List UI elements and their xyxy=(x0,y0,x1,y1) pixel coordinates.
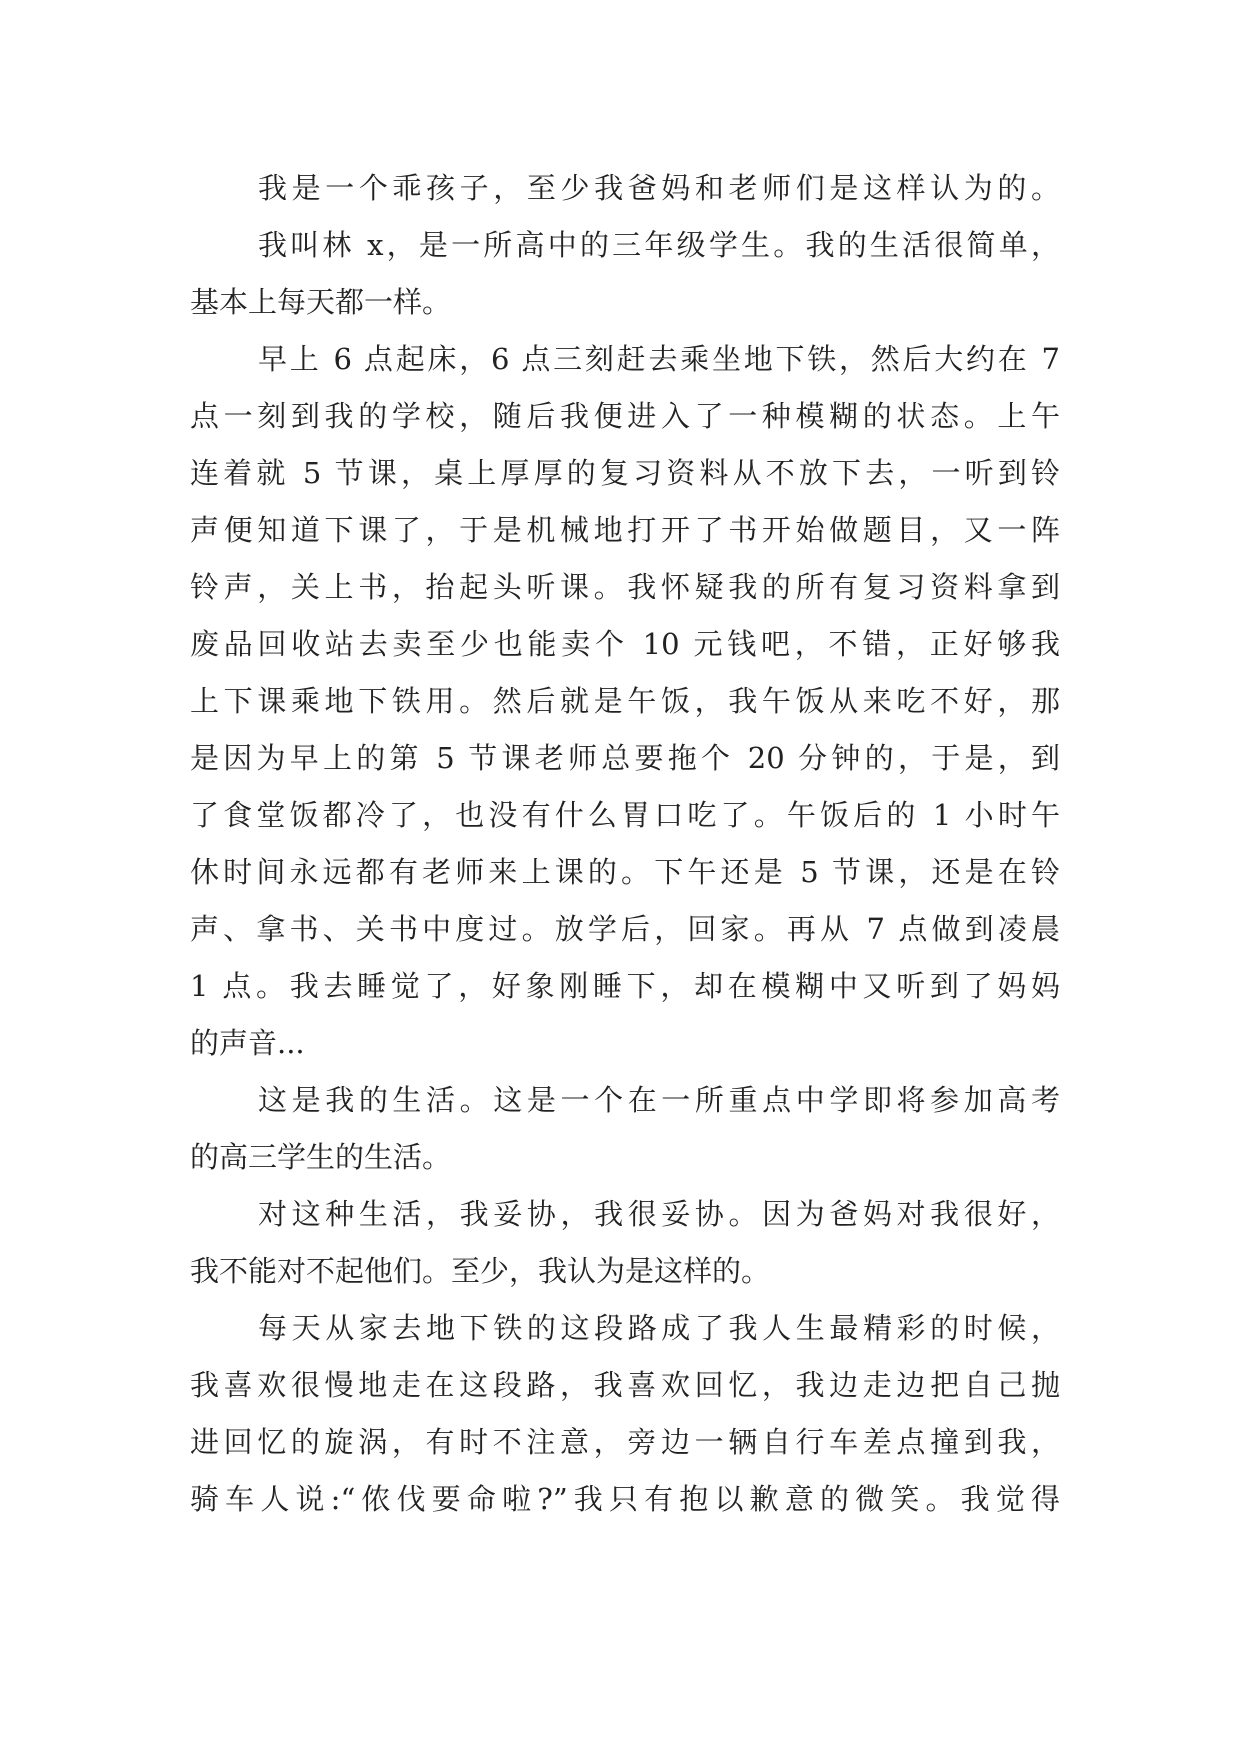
text-line: 我叫林 x，是一所高中的三年级学生。我的生活很简单， xyxy=(258,228,1060,262)
text-line: 废品回收站去卖至少也能卖个 10 元钱吧，不错，正好够我 xyxy=(190,627,1060,661)
text-line: 的高三学生的生活。 xyxy=(190,1140,452,1174)
text-line: 点一刻到我的学校，随后我便进入了一种模糊的状态。上午 xyxy=(190,399,1060,433)
text-line: 这是我的生活。这是一个在一所重点中学即将参加高考 xyxy=(258,1083,1060,1117)
text-line: 是因为早上的第 5 节课老师总要拖个 20 分钟的，于是，到 xyxy=(190,741,1060,775)
text-line: 我喜欢很慢地走在这段路，我喜欢回忆，我边走边把自己抛 xyxy=(190,1368,1060,1402)
text-line: 声、拿书、关书中度过。放学后，回家。再从 7 点做到凌晨 xyxy=(190,912,1060,946)
text-line: 基本上每天都一样。 xyxy=(190,285,452,319)
text-line: 对这种生活，我妥协，我很妥协。因为爸妈对我很好， xyxy=(258,1197,1060,1231)
text-line: 的声音... xyxy=(190,1026,305,1060)
text-line: 我是一个乖孩子，至少我爸妈和老师们是这样认为的。 xyxy=(258,171,1060,205)
text-line: 每天从家去地下铁的这段路成了我人生最精彩的时候， xyxy=(258,1311,1060,1345)
text-line: 进回忆的旋涡，有时不注意，旁边一辆自行车差点撞到我， xyxy=(190,1425,1060,1459)
text-line: 了食堂饭都冷了，也没有什么胃口吃了。午饭后的 1 小时午 xyxy=(190,798,1060,832)
text-line: 1 点。我去睡觉了，好象刚睡下，却在模糊中又听到了妈妈 xyxy=(190,969,1060,1003)
text-line: 休时间永远都有老师来上课的。下午还是 5 节课，还是在铃 xyxy=(190,855,1060,889)
text-line: 骑车人说:“侬伐要命啦?”我只有抱以歉意的微笑。我觉得 xyxy=(190,1482,1060,1516)
text-line: 声便知道下课了，于是机械地打开了书开始做题目，又一阵 xyxy=(190,513,1060,547)
text-line: 我不能对不起他们。至少，我认为是这样的。 xyxy=(190,1254,771,1288)
text-line: 早上 6 点起床，6 点三刻赶去乘坐地下铁，然后大约在 7 xyxy=(258,342,1060,376)
text-line: 连着就 5 节课，桌上厚厚的复习资料从不放下去，一听到铃 xyxy=(190,456,1060,490)
text-line: 铃声，关上书，抬起头听课。我怀疑我的所有复习资料拿到 xyxy=(190,570,1060,604)
text-line: 上下课乘地下铁用。然后就是午饭，我午饭从来吃不好，那 xyxy=(190,684,1060,718)
